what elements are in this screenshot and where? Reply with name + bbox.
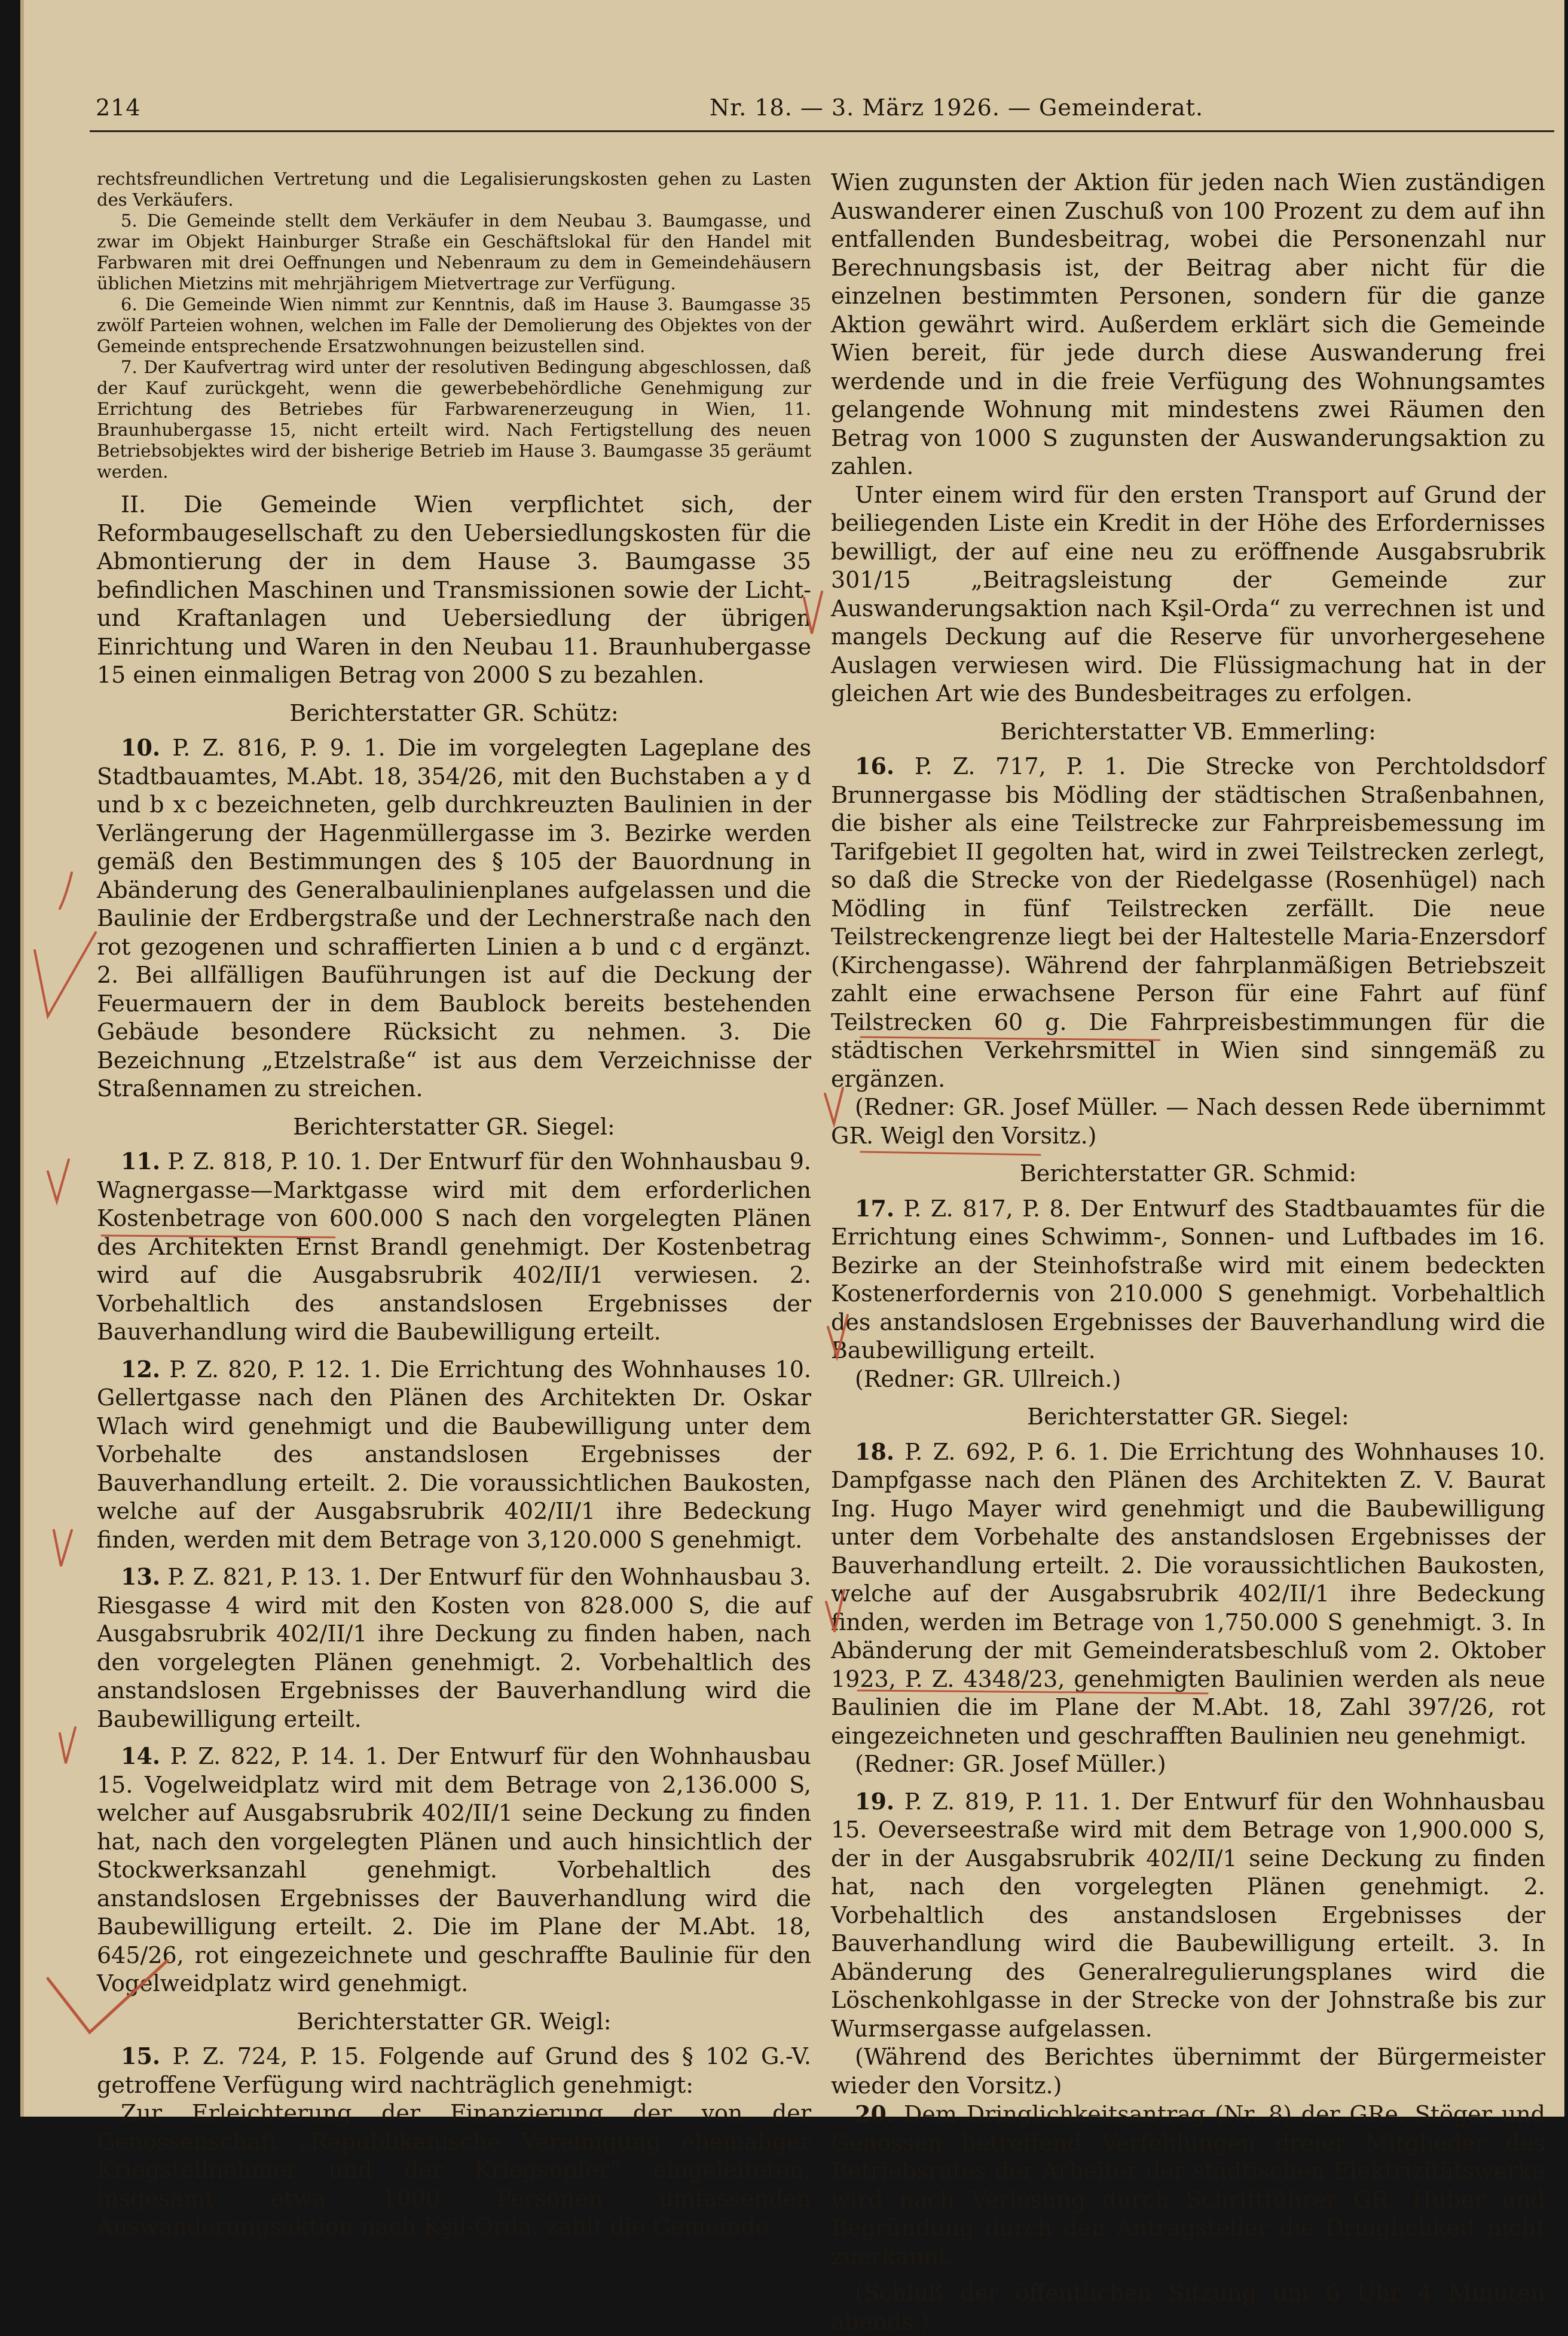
speaker-note: (Während des Berichtes übernimmt der Bürgermeister wieder den Vorsitz.) (831, 2044, 1545, 2099)
left-column (97, 169, 811, 2240)
paragraph: rechtsfreundlichen Vertretung und die Legalisierungskosten gehen zu Lasten des Verkäufers. (97, 169, 811, 210)
rapporteur-heading: Berichterstatter GR. Weigl: (297, 2008, 612, 2035)
item-13 (97, 1563, 811, 1733)
item-text: P. Z. 820, P. 12. 1. Die Errichtung des Wohnhauses 10. Gellertgasse nach den Plänen des Architekten Dr. Oskar Wlach wird genehmigt und die Baubewilligung unter dem Vorbehalte des anstandslosen Ergebnisses der Bauverhandlung erteilt. 2. Die voraussichtlichen Baukosten, welche auf der Ausgabsrubrik 402/II/1 ihre Bedeckung finden, werden mit dem Betrage von 3,120.000 S genehmigt. (97, 1356, 811, 1553)
item-number: 11. (121, 1148, 161, 1175)
page-header (96, 90, 1554, 132)
item-text: Dem Dringlichkeitsantrag (Nr. 8) der GRe. Stöger und Genossen betreffend Verfehlungen dreier Mitglieder des Betriebsrates der Arbeiter der städtischen Elektrizitätswerke wird nach Verlesung durch Schriftführer GR. Huber und Begründung durch den Antragsteller die Dringlichkeit nicht zuerkannt. (831, 2101, 1545, 2270)
rapporteur-heading: Berichterstatter GR. Schmid: (1019, 1160, 1357, 1187)
item-text: P. Z. 822, P. 14. 1. Der Entwurf für den Wohnhausbau 15. Vogelweidplatz wird mit dem Betrage von 2,136.000 S, welcher auf Ausgabsrubrik 402/II/1 seine Deckung zu finden hat, nach den vorgelegten Plänen und auch hinsichtlich der Stockwerksanzahl genehmigt. Vorbehaltlich des anstandslosen Ergebnisses der Bauverhandlung wird die Baubewilligung erteilt. 2. Die im Plane der M.Abt. 18, 645/26, rot eingezeichnete und geschraffte Baulinie für den Vogelweidplatz wird genehmigt. (97, 1743, 811, 1996)
item-number: 10. (121, 734, 161, 761)
closing-note: (Schluß der öffentlichen Sitzung um 6 Uhr 4 Minuten abends.) (831, 2280, 1545, 2335)
item-17 (831, 1194, 1545, 1365)
rapporteur-heading: Berichterstatter GR. Siegel: (1027, 1404, 1349, 1430)
page-number: 214 (96, 94, 141, 121)
item-number: 16. (855, 753, 895, 779)
item-number: 18. (855, 1438, 895, 1465)
item-text: P. Z. 817, P. 8. Der Entwurf des Stadtbauamtes für die Errichtung eines Schwimm-, Sonnen- und Luftbades im 16. Bezirke an der Steinhofstraße wird mit einem bedeckten Kostenerfordernis von 210.000 S genehmigt. Vorbehaltlich des anstandslosen Ergebnisses der Bauverhandlung wird die Baubewilligung erteilt. (831, 1195, 1545, 1363)
paragraph: II. Die Gemeinde Wien verpflichtet sich, der Reformbaugesellschaft zu den Uebersiedlungskosten für die Abmontierung der in dem Hause 3. Baumgasse 35 befindlichen Maschinen und Transmissionen sowie der Licht- und Kraftanlagen und Uebersiedlung der übrigen Einrichtung und Waren in den Neubau 11. Braunhubergasse 15 einen einmaligen Betrag von 2000 S zu bezahlen. (97, 491, 811, 688)
speaker-note: (Redner: GR. Josef Müller. — Nach dessen Rede übernimmt GR. Weigl den Vorsitz.) (831, 1094, 1545, 1149)
paragraph: 5. Die Gemeinde stellt dem Verkäufer in dem Neubau 3. Baumgasse, und zwar im Objekt Hainburger Straße ein Geschäftslokal für den Handel mit Farbwaren mit drei Oeffnungen und Nebenraum zu dem in Gemeindehäusern üblichen Mietzins mit mehrjährigem Mietvertrage zur Verfügung. (97, 210, 811, 293)
pencil-check-mark (48, 1160, 69, 1201)
item-text: P. Z. 818, P. 10. 1. Der Entwurf für den Wohnhausbau 9. Wagnergasse—Marktgasse wird mit dem erforderlichen Kostenbetrage von 600.000 S nach den vorgelegten Plänen des Architekten Ernst Brandl genehmigt. Der Kostenbetrag wird auf die Ausgabsrubrik 402/II/1 verwiesen. 2. Vorbehaltlich des anstandslosen Ergebnisses der Bauverhandlung wird die Baubewilligung erteilt. (97, 1148, 811, 1345)
rapporteur-heading: Berichterstatter GR. Schütz: (289, 699, 619, 726)
header-title: Nr. 18. — 3. März 1926. — Gemeinderat. (709, 94, 1204, 121)
paragraph: Zur Erleichterung der Finanzierung der von der Genossenschaft „Republikanische Vereinigung ehemaliger Kriegsteilnehmer und der Kriegsopfer“ eingeleiteten, insgesamt etwa 1000 Personen umfassenden Auswanderungsaktion nach Kşil-Orda, zahlt die Gemeinde (97, 2100, 811, 2240)
pencil-check-mark (35, 932, 96, 1016)
item-12 (97, 1355, 811, 1555)
pencil-check-mark (60, 1727, 75, 1763)
item-number: 15. (121, 2043, 161, 2069)
item-14 (97, 1742, 811, 1998)
item-10 (97, 733, 811, 1103)
item-number: 13. (121, 1563, 161, 1590)
paragraph: 6. Die Gemeinde Wien nimmt zur Kenntnis, daß im Hause 3. Baumgasse 35 zwölf Parteien wohnen, welchen im Falle der Demolierung des Objektes von der Gemeinde entsprechende Ersatzwohnungen beizustellen sind. (97, 294, 811, 356)
item-text: P. Z. 816, P. 9. 1. Die im vorgelegten Lageplane des Stadtbauamtes, M.Abt. 18, 354/26, mit den Buchstaben a y d und b x c bezeichneten, gelb durchkreuzten Baulinien in der Verlängerung der Hagenmüllergasse im 3. Bezirke werden gemäß den Bestimmungen des § 105 der Bauordnung in Abänderung des Generalbaulinienplanes aufgelassen und die Baulinie der Erdbergstraße und der Lechnerstraße nach den rot gezogenen und schraffierten Linien a b und c d ergänzt. 2. Bei allfälligen Bauführungen ist auf die Deckung der Feuermauern der in dem Baublock bereits bestehenden Gebäude besondere Rücksicht zu nehmen. 3. Die Bezeichnung „Etzelstraße“ ist aus dem Verzeichnisse der Straßennamen zu streichen. (97, 735, 811, 1102)
item-number: 20. (855, 2100, 895, 2127)
paragraph: Unter einem wird für den ersten Transport auf Grund der beiliegenden Liste ein Kredit in der Höhe des Erfordernisses bewilligt, der auf eine neu zu eröffnende Ausgabsrubrik 301/15 „Beitragsleistung der Gemeinde zur Auswanderungsaktion nach Kşil-Orda“ zu verrechnen ist und mangels Deckung auf die Reserve für unvorhergesehene Auslagen verwiesen wird. Die Flüssigmachung hat in der gleichen Art wie des Bundesbeitrages zu erfolgen. (831, 481, 1545, 707)
item-text: P. Z. 821, P. 13. 1. Der Entwurf für den Wohnhausbau 3. Riesgasse 4 wird mit den Kosten von 828.000 S, die auf Ausgabsrubrik 402/II/1 ihre Deckung zu finden haben, nach den vorgelegten Plänen genehmigt. 2. Vorbehaltlich des anstandslosen Ergebnisses der Bauverhandlung wird die Baubewilligung erteilt. (97, 1564, 811, 1732)
header-rule (90, 130, 1554, 132)
pencil-check-mark (54, 1530, 72, 1566)
item-15 (97, 2042, 811, 2099)
item-number: 12. (121, 1355, 161, 1383)
item-text: P. Z. 724, P. 15. Folgende auf Grund des § 102 G.-V. getroffene Verfügung wird nachträglich genehmigt: (97, 2043, 811, 2098)
right-column (831, 169, 1545, 2335)
item-number: 17. (855, 1194, 895, 1222)
item-number: 14. (121, 1742, 161, 1769)
item-20 (831, 2100, 1545, 2271)
speaker-note: (Redner: GR. Josef Müller.) (855, 1751, 1166, 1777)
paragraph: 7. Der Kaufvertrag wird unter der resolutiven Bedingung abgeschlossen, daß der Kauf zurückgeht, wenn die gewerbebehördliche Genehmigung zur Errichtung des Betriebes für Farbwarenerzeugung in Wien, 11. Braunhubergasse 15, nicht erteilt wird. Nach Fertigstellung des neuen Betriebsobjektes wird der bisherige Betrieb im Hause 3. Baumgasse 35 geräumt werden. (97, 357, 811, 482)
item-number: 19. (855, 1787, 895, 1815)
rapporteur-heading: Berichterstatter VB. Emmerling: (1000, 718, 1376, 745)
paragraph: Wien zugunsten der Aktion für jeden nach Wien zuständigen Auswanderer einen Zuschuß von 100 Prozent zu dem auf ihn entfallenden Bundesbeitrag, wobei die Personenzahl nur Berechnungsbasis ist, der Beitrag aber nicht für die einzelnen bestimmten Personen, sondern für die ganze Aktion gewährt wird. Außerdem erklärt sich die Gemeinde Wien bereit, für jede durch diese Auswanderung frei werdende und in die freie Verfügung des Wohnungsamtes gelangende Wohnung mit mindestens zwei Räumen den Betrag von 1000 S zugunsten der Auswanderungsaktion zu zahlen. (831, 169, 1545, 479)
item-text: P. Z. 717, P. 1. Die Strecke von Perchtoldsdorf Brunnergasse bis Mödling der städtischen Straßenbahnen, die bisher als eine Teilstrecke zur Fahrpreisbemessung im Tarifgebiet II gegolten hat, wird in zwei Teilstrecken zerlegt, so daß die Strecke von der Riedelgasse (Rosenhügel) nach Mödling in fünf Teilstrecken zerfällt. Die neue Teilstreckengrenze liegt bei der Haltestelle Maria-Enzersdorf (Kirchengasse). Während der fahrplanmäßigen Betriebszeit zahlt eine erwachsene Person für eine Fahrt auf fünf Teilstrecken 60 g. Die Fahrpreisbestimmungen für die städtischen Verkehrsmittel in Wien sind sinngemäß zu ergänzen. (831, 753, 1545, 1092)
item-19 (831, 1787, 1545, 2044)
pencil-tick-mark (60, 873, 72, 909)
item-18 (831, 1438, 1545, 1751)
rapporteur-heading: Berichterstatter GR. Siegel: (293, 1113, 615, 1140)
speaker-note: (Redner: GR. Ullreich.) (855, 1365, 1121, 1392)
item-11 (97, 1147, 811, 1347)
item-text: P. Z. 692, P. 6. 1. Die Errichtung des Wohnhauses 10. Dampfgasse nach den Plänen des Architekten Z. V. Baurat Ing. Hugo Mayer wird genehmigt und die Baubewilligung unter dem Vorbehalte des anstandslosen Ergebnisses der Bauverhandlung erteilt. 2. Die voraussichtlichen Baukosten, welche auf der Ausgabsrubrik 402/II/1 ihre Bedeckung finden, werden im Betrage von 1,750.000 S genehmigt. 3. In Abänderung der mit Gemeinderatsbeschluß vom 2. Oktober 1923, P. Z. 4348/23, genehmigten Baulinien werden als neue Baulinien die im Plane der M.Abt. 18, Zahl 397/26, rot eingezeichneten und geschrafften Baulinien neu genehmigt. (831, 1438, 1545, 1749)
item-text: P. Z. 819, P. 11. 1. Der Entwurf für den Wohnhausbau 15. Oeverseestraße wird mit dem Betrage von 1,900.000 S, der in der Ausgabsrubrik 402/II/1 seine Deckung zu finden hat, nach den vorgelegten Plänen genehmigt. 2. Vorbehaltlich des anstandslosen Ergebnisses der Bauverhandlung wird die Baubewilligung erteilt. 3. In Abänderung des Generalregulierungsplanes wird die Löschenkohlgasse in der Strecke von der Johnstraße bis zur Wurmsergasse aufgelassen. (831, 1788, 1545, 2042)
item-16 (831, 752, 1545, 1093)
newspaper-page (20, 0, 1564, 2335)
